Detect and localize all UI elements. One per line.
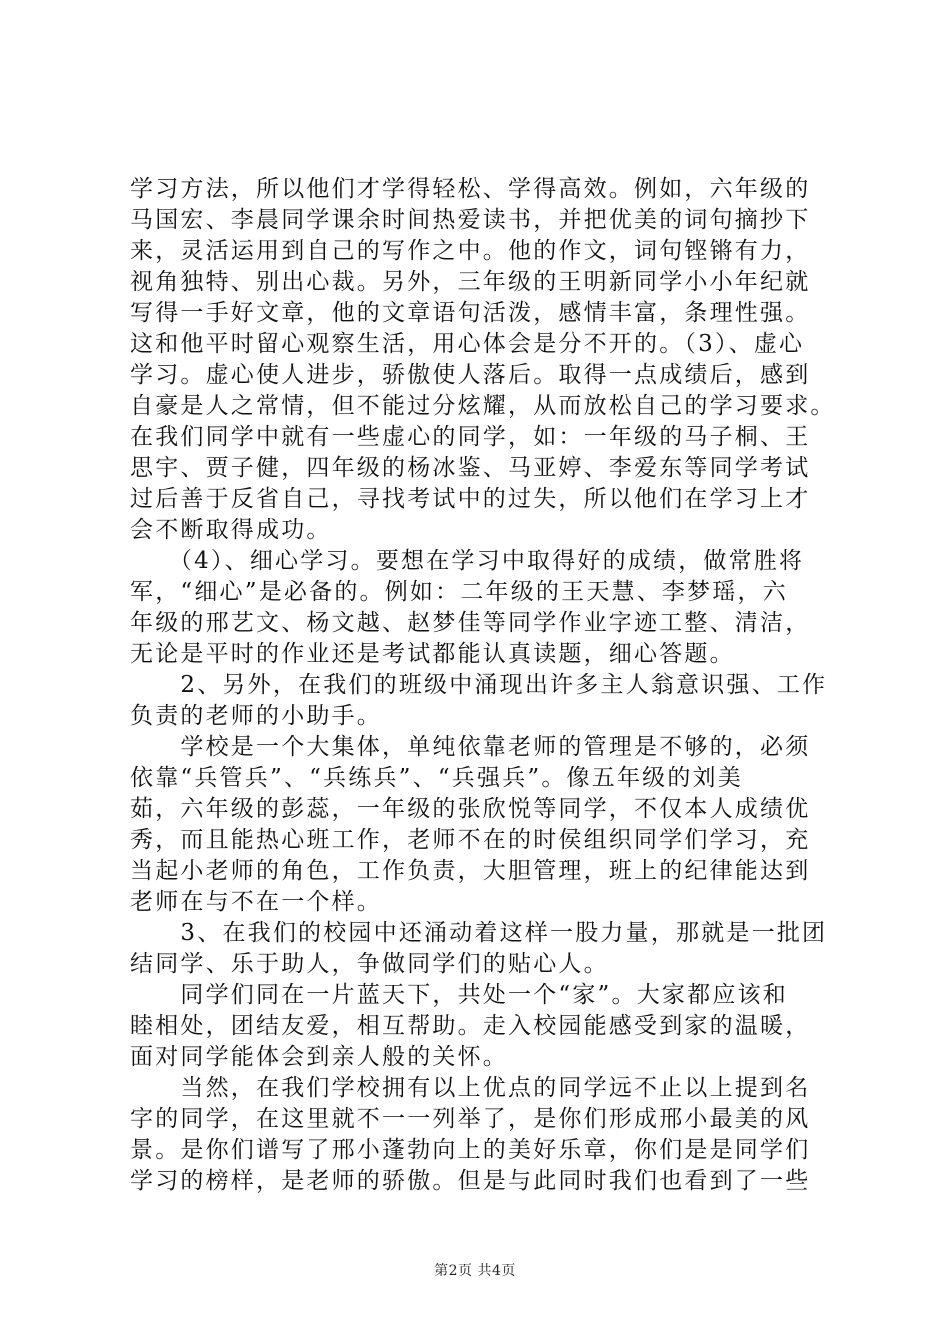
text-line: 自豪是人之常情，但不能过分炫耀，从而放松自己的学习要求。 <box>130 393 836 419</box>
text-line: 军，“细心”是必备的。例如：二年级的王天慧、李梦瑶，六 <box>130 579 788 605</box>
text-line: 秀，而且能热心班工作，老师不在的时侯组织同学们学习，充 <box>130 827 811 853</box>
text-line: 面对同学能体会到亲人般的关怀。 <box>130 1044 508 1070</box>
text-line: 2、另外，在我们的班级中涌现出许多主人翁意识强、工作 <box>130 672 828 698</box>
text-line: 思宇、贾子健，四年级的杨冰鉴、马亚婷、李爱东等同学考试 <box>130 455 811 481</box>
text-line: 来，灵活运用到自己的写作之中。他的作文，词句铿锵有力， <box>130 238 811 264</box>
text-line: 无论是平时的作业还是考试都能认真读题，细心答题。 <box>130 641 735 667</box>
text-line: 学习方法，所以他们才学得轻松、学得高效。例如，六年级的 <box>130 176 811 202</box>
document-body <box>130 174 842 1197</box>
text-line: 这和他平时留心观察生活，用心体会是分不开的。（3）、虚心 <box>130 331 805 357</box>
text-line: 当然，在我们学校拥有以上优点的同学远不止以上提到名 <box>130 1075 811 1101</box>
text-line: 睦相处，团结友爱，相互帮助。走入校园能感受到家的温暖， <box>130 1013 811 1039</box>
text-line: 学习。虚心使人进步，骄傲使人落后。取得一点成绩后，感到 <box>130 362 811 388</box>
text-line: 老师在与不在一个样。 <box>130 889 382 915</box>
text-line: 视角独特、别出心裁。另外，三年级的王明新同学小小年纪就 <box>130 269 811 295</box>
text-line: 3、在我们的校园中还涌动着这样一股力量，那就是一批团 <box>130 920 828 946</box>
text-line: 当起小老师的角色，工作负责，大胆管理，班上的纪律能达到 <box>130 858 811 884</box>
text-line: 景。是你们谱写了邢小蓬勃向上的美好乐章，你们是是同学们 <box>130 1137 811 1163</box>
text-line: 马国宏、李晨同学课余时间热爱读书，并把优美的词句摘抄下 <box>130 207 811 233</box>
text-line: 学习的榜样，是老师的骄傲。但是与此同时我们也看到了一些 <box>130 1168 811 1194</box>
text-line: 同学们同在一片蓝天下，共处一个“家”。大家都应该和 <box>130 982 788 1008</box>
text-line: 结同学、乐于助人，争做同学们的贴心人。 <box>130 951 609 977</box>
text-line: 会不断取得成功。 <box>130 517 332 543</box>
text-line: 年级的邢艺文、杨文越、赵梦佳等同学作业字迹工整、清洁， <box>130 610 811 636</box>
text-line: 过后善于反省自己，寻找考试中的过失，所以他们在学习上才 <box>130 486 811 512</box>
text-line: 写得一手好文章，他的文章语句活泼，感情丰富，条理性强。 <box>130 300 811 326</box>
text-line: 茹，六年级的彭蕊，一年级的张欣悦等同学，不仅本人成绩优 <box>130 796 811 822</box>
text-line: 字的同学，在这里就不一一列举了，是你们形成邢小最美的风 <box>130 1106 811 1132</box>
page-footer: 第2页 共4页 <box>434 1263 516 1279</box>
text-line: 负责的老师的小助手。 <box>130 703 382 729</box>
text-line: 在我们同学中就有一些虚心的同学，如：一年级的马子桐、王 <box>130 424 811 450</box>
text-line: （4）、细心学习。要想在学习中取得好的成绩，做常胜将 <box>130 548 805 574</box>
text-line: 依靠“兵管兵”、“兵练兵”、“兵强兵”。像五年级的刘美 <box>130 765 743 791</box>
text-line: 学校是一个大集体，单纯依靠老师的管理是不够的，必须 <box>130 734 811 760</box>
